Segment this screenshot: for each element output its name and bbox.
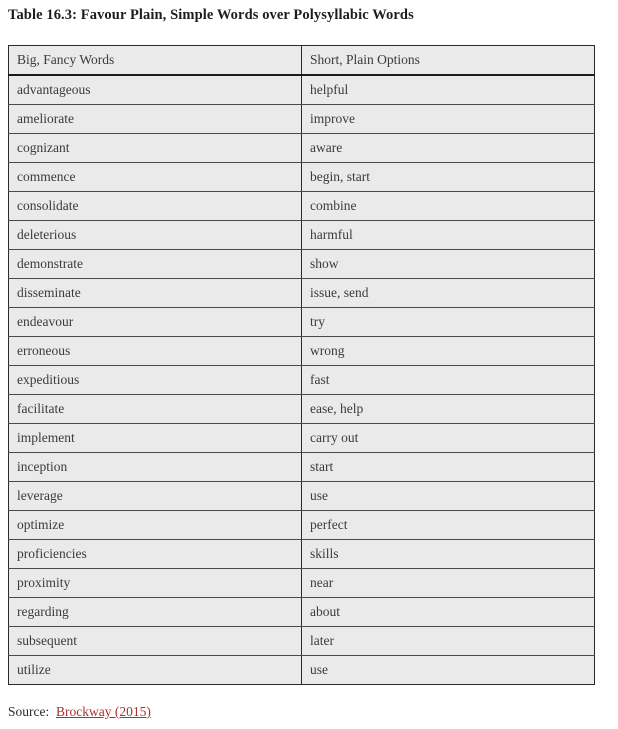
cell-plain-word: use — [302, 655, 595, 684]
cell-plain-word: show — [302, 249, 595, 278]
cell-plain-word: begin, start — [302, 162, 595, 191]
cell-fancy-word: utilize — [9, 655, 302, 684]
cell-fancy-word: expeditious — [9, 365, 302, 394]
cell-fancy-word: proximity — [9, 568, 302, 597]
table-row — [9, 365, 595, 394]
cell-plain-word: issue, send — [302, 278, 595, 307]
table-row — [9, 510, 595, 539]
cell-plain-word: perfect — [302, 510, 595, 539]
table-row — [9, 133, 595, 162]
table-row — [9, 452, 595, 481]
cell-fancy-word: facilitate — [9, 394, 302, 423]
cell-plain-word: near — [302, 568, 595, 597]
cell-fancy-word: inception — [9, 452, 302, 481]
table-row — [9, 307, 595, 336]
table-row — [9, 336, 595, 365]
column-header-short-plain-options: Short, Plain Options — [302, 45, 595, 75]
cell-plain-word: about — [302, 597, 595, 626]
cell-fancy-word: implement — [9, 423, 302, 452]
cell-plain-word: start — [302, 452, 595, 481]
table-row — [9, 278, 595, 307]
cell-plain-word: helpful — [302, 75, 595, 105]
table-row — [9, 568, 595, 597]
cell-fancy-word: erroneous — [9, 336, 302, 365]
words-table — [8, 45, 595, 685]
cell-fancy-word: advantageous — [9, 75, 302, 105]
cell-plain-word: fast — [302, 365, 595, 394]
cell-plain-word: later — [302, 626, 595, 655]
table-row — [9, 423, 595, 452]
table-row — [9, 394, 595, 423]
table-body — [9, 75, 595, 685]
table-row — [9, 481, 595, 510]
table-row — [9, 104, 595, 133]
source-citation-link[interactable]: Brockway (2015) — [56, 703, 151, 719]
cell-plain-word: aware — [302, 133, 595, 162]
source-line — [8, 703, 618, 721]
table-container — [8, 45, 594, 685]
cell-fancy-word: consolidate — [9, 191, 302, 220]
cell-fancy-word: deleterious — [9, 220, 302, 249]
cell-fancy-word: cognizant — [9, 133, 302, 162]
source-label: Source: — [8, 703, 50, 719]
column-header-big-fancy-words: Big, Fancy Words — [9, 45, 302, 75]
cell-plain-word: try — [302, 307, 595, 336]
cell-fancy-word: regarding — [9, 597, 302, 626]
table-header-row — [9, 45, 595, 75]
cell-fancy-word: subsequent — [9, 626, 302, 655]
cell-fancy-word: demonstrate — [9, 249, 302, 278]
cell-plain-word: skills — [302, 539, 595, 568]
table-row — [9, 655, 595, 684]
cell-fancy-word: disseminate — [9, 278, 302, 307]
cell-plain-word: harmful — [302, 220, 595, 249]
table-row — [9, 597, 595, 626]
table-title: Table 16.3: Favour Plain, Simple Words over Polysyllabic Words — [8, 7, 414, 23]
cell-fancy-word: leverage — [9, 481, 302, 510]
table-row — [9, 539, 595, 568]
cell-plain-word: ease, help — [302, 394, 595, 423]
table-row — [9, 249, 595, 278]
cell-plain-word: wrong — [302, 336, 595, 365]
cell-fancy-word: ameliorate — [9, 104, 302, 133]
cell-fancy-word: commence — [9, 162, 302, 191]
cell-fancy-word: optimize — [9, 510, 302, 539]
cell-plain-word: use — [302, 481, 595, 510]
cell-fancy-word: proficiencies — [9, 539, 302, 568]
table-row — [9, 191, 595, 220]
table-row — [9, 220, 595, 249]
cell-plain-word: improve — [302, 104, 595, 133]
table-row — [9, 162, 595, 191]
cell-plain-word: combine — [302, 191, 595, 220]
table-row — [9, 626, 595, 655]
cell-fancy-word: endeavour — [9, 307, 302, 336]
table-row — [9, 75, 595, 105]
cell-plain-word: carry out — [302, 423, 595, 452]
table-header — [9, 45, 595, 75]
